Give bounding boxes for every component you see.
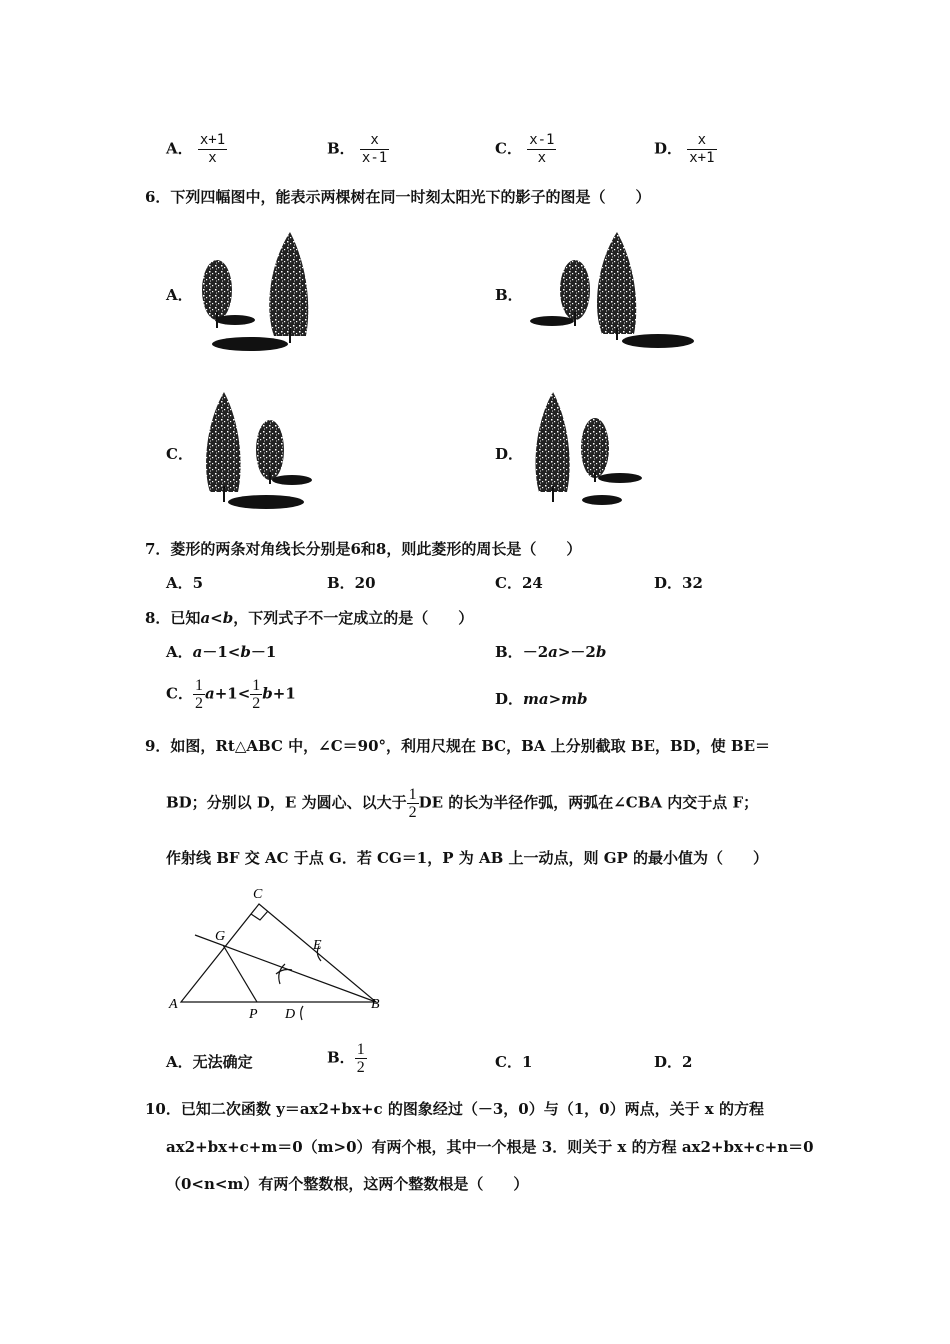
- label-e: E: [313, 938, 322, 953]
- q5-option-a[interactable]: [166, 132, 227, 167]
- large-tree-crown: [536, 392, 570, 492]
- option-letter: D．: [495, 690, 524, 708]
- fraction-numerator: x: [360, 132, 389, 150]
- segment-gp: [223, 945, 257, 1002]
- arc-f: [279, 964, 285, 984]
- q6-option-c-label: C．: [166, 445, 193, 463]
- q7-option-b[interactable]: B．20: [327, 574, 376, 592]
- q6-option-a-trees-image[interactable]: [190, 228, 330, 356]
- q5-option-b-letter: B．: [327, 139, 355, 158]
- large-tree-crown: [269, 232, 308, 336]
- small-tree-crown: [256, 420, 284, 480]
- q10-line-1: 10．已知二次函数 y＝ax2+bx+c 的图象经过（－3，0）与（1，0）两点，关于 x 的方程: [145, 1100, 764, 1118]
- ray-bf: [195, 935, 376, 1002]
- expr: >－2: [557, 643, 596, 661]
- small-tree-shadow: [215, 315, 255, 325]
- large-tree-shadow: [212, 337, 288, 351]
- q6-option-d-label: D．: [495, 445, 524, 463]
- fraction-numerator: x-1: [529, 132, 555, 148]
- q8-stem: [145, 607, 473, 628]
- q9-triangle-figure: [165, 882, 395, 1022]
- q6-option-b-label: B．: [495, 286, 523, 304]
- small-tree-crown: [581, 418, 609, 478]
- triangle-abc: [181, 904, 376, 1002]
- expr: b: [240, 643, 251, 661]
- expr: b: [595, 643, 607, 661]
- q5-option-c-letter: C．: [495, 139, 522, 158]
- q10-line-2: ax2+bx+c+m＝0（m>0）有两个根，其中一个根是 3．则关于 x 的方程 ax2+bx+c+n＝0: [166, 1138, 814, 1156]
- q8-option-b[interactable]: [495, 641, 606, 662]
- expr: －1: [250, 643, 277, 661]
- expr: －2: [522, 643, 549, 661]
- q9-option-a[interactable]: A．无法确定: [166, 1053, 253, 1071]
- half-fraction: [407, 786, 419, 821]
- fraction-numerator: 1: [408, 786, 417, 803]
- expr: ma: [523, 690, 549, 708]
- fraction-numerator: 1: [194, 677, 203, 694]
- q9-option-d[interactable]: D．2: [654, 1053, 693, 1071]
- half-fraction: [193, 677, 205, 712]
- fraction-numerator: 1: [252, 677, 261, 694]
- fraction-numerator: 1: [356, 1041, 365, 1058]
- fraction-denominator: 2: [408, 804, 417, 821]
- option-letter: A．: [166, 643, 193, 661]
- q8-option-c[interactable]: [166, 677, 296, 712]
- q9-option-b[interactable]: [327, 1041, 367, 1076]
- fraction-denominator: x: [537, 150, 547, 166]
- var-a: a: [200, 609, 211, 627]
- q9-line-2: [166, 786, 758, 821]
- q7-option-a[interactable]: A．5: [166, 574, 204, 592]
- fraction-numerator: x: [687, 132, 716, 150]
- q5-option-d[interactable]: [654, 132, 717, 167]
- q9-line-2-post: DE 的长为半径作弧，两弧在∠CBA 内交于点 F；: [418, 793, 759, 812]
- q7-option-d[interactable]: D．32: [654, 574, 703, 592]
- q9-line-3: 作射线 BF 交 AC 于点 G．若 CG＝1，P 为 AB 上一动点，则 GP 的最小值为（ ）: [166, 849, 769, 867]
- q5-option-c-fraction: [527, 132, 556, 167]
- half-fraction: [355, 1041, 367, 1076]
- fraction-denominator: 2: [252, 695, 261, 712]
- right-angle-mark: [251, 911, 268, 920]
- q5-option-a-fraction: [198, 132, 227, 167]
- small-tree-crown: [202, 260, 232, 320]
- large-tree-shadow: [582, 495, 622, 505]
- option-letter: B．: [495, 643, 523, 661]
- fraction-numerator: x+1: [199, 132, 226, 148]
- expr: >: [548, 690, 562, 708]
- small-tree-shadow: [530, 316, 574, 326]
- q10-line-3: （0<n<m）有两个整数根，这两个整数根是（ ）: [166, 1175, 529, 1193]
- option-letter: C．: [166, 684, 193, 703]
- q5-option-c[interactable]: [495, 132, 556, 167]
- large-tree-shadow: [228, 495, 304, 509]
- expr: b: [262, 684, 273, 703]
- q8-option-a[interactable]: [166, 641, 276, 662]
- label-b: B: [371, 997, 380, 1012]
- large-tree-crown: [206, 392, 241, 492]
- q8-stem-pre: 8．已知: [145, 609, 201, 627]
- fraction-denominator: x: [208, 150, 217, 166]
- label-g: G: [215, 929, 226, 944]
- small-tree-shadow: [598, 473, 642, 483]
- half-fraction: [250, 677, 262, 712]
- q6-option-c-trees-image[interactable]: [190, 388, 320, 516]
- label-c: C: [253, 887, 263, 902]
- large-tree-crown: [597, 232, 636, 334]
- expr: －1<: [202, 643, 241, 661]
- expr: a: [204, 684, 215, 703]
- option-letter: B．: [327, 1048, 355, 1067]
- expr: +1<: [214, 684, 251, 703]
- q8-option-d[interactable]: [495, 688, 588, 709]
- arc-f-2: [276, 970, 292, 975]
- q9-line-2-pre: BD；分别以 D，E 为圆心、以大于: [166, 793, 407, 812]
- q5-option-b-fraction: [360, 132, 389, 167]
- fraction-denominator: x-1: [361, 150, 388, 166]
- fraction-denominator: 2: [356, 1059, 365, 1076]
- small-tree-crown: [560, 260, 590, 320]
- q5-option-d-letter: D．: [654, 139, 683, 158]
- expr: a: [192, 643, 203, 661]
- q6-option-a-label: A．: [166, 286, 193, 304]
- q5-option-b[interactable]: [327, 132, 389, 167]
- q7-option-c[interactable]: C．24: [495, 574, 543, 592]
- q6-option-b-trees-image[interactable]: [520, 228, 700, 356]
- q8-stem-post: ，下列式子不一定成立的是（ ）: [233, 609, 474, 627]
- var-b: b: [222, 609, 234, 627]
- q7-stem: 7．菱形的两条对角线长分别是6和8，则此菱形的周长是（ ）: [145, 540, 582, 558]
- q5-option-a-letter: A．: [166, 139, 193, 158]
- label-p: P: [249, 1007, 258, 1022]
- q6-option-d-trees-image[interactable]: [520, 388, 650, 516]
- expr: +1: [272, 684, 296, 703]
- fraction-denominator: 2: [194, 695, 203, 712]
- expr: mb: [561, 690, 588, 708]
- less-than: <: [210, 609, 223, 627]
- q9-line-1: 9．如图，Rt△ABC 中，∠C＝90°，利用尺规在 BC，BA 上分别截取 BE，BD，使 BE＝: [145, 737, 771, 755]
- small-tree-shadow: [272, 475, 312, 485]
- arc-d: [301, 1006, 303, 1020]
- label-d: D: [285, 1007, 296, 1022]
- expr: a: [548, 643, 558, 661]
- large-tree-shadow: [622, 334, 694, 348]
- label-a: A: [169, 997, 178, 1012]
- q9-option-c[interactable]: C．1: [495, 1053, 533, 1071]
- q5-option-d-fraction: [687, 132, 716, 167]
- q6-stem: 6．下列四幅图中，能表示两棵树在同一时刻太阳光下的影子的图是（ ）: [145, 188, 651, 206]
- fraction-denominator: x+1: [689, 150, 715, 166]
